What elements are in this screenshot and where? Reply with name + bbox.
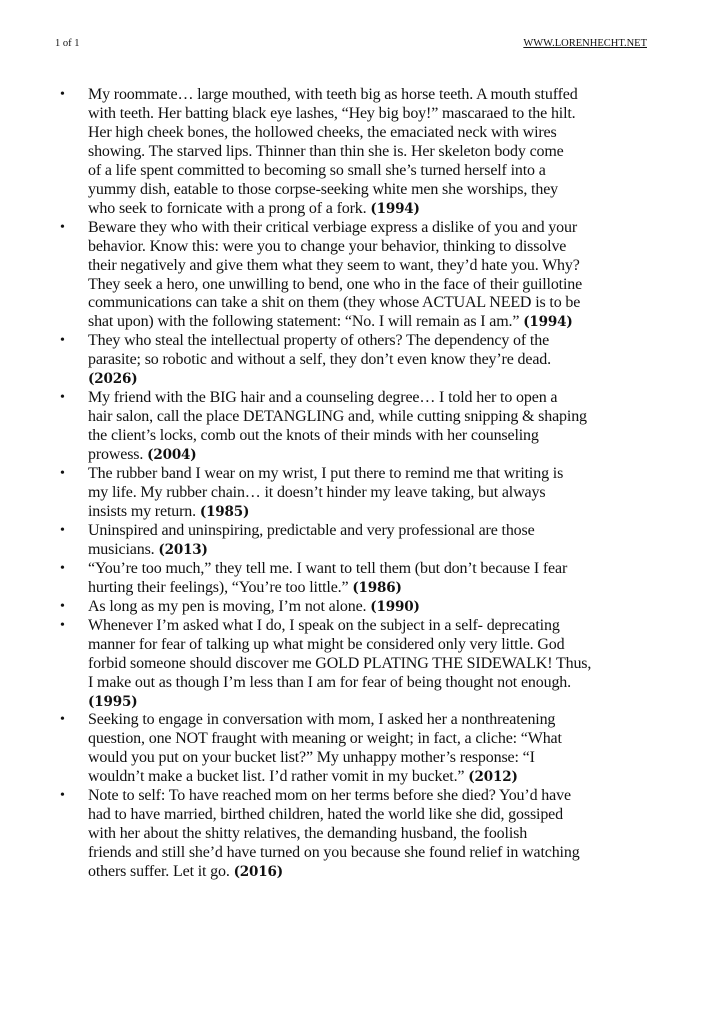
item-line (88, 389, 717, 408)
item-year: (1994) (523, 314, 573, 331)
item-text: friends and still she’d have turned on you because she found relief in watching (88, 844, 580, 862)
bullet-icon: • (60, 560, 65, 576)
item-line (88, 238, 717, 257)
item-text: wouldn’t make a bucket list. I’d rather vomit in my bucket.” (88, 768, 469, 786)
item-text: the client’s locks, comb out the knots of their minds with her counseling (88, 427, 539, 445)
list-item (0, 787, 717, 882)
item-line (88, 768, 717, 787)
item-line (88, 560, 717, 579)
item-line (88, 655, 717, 674)
item-line (88, 579, 717, 598)
bullet-icon: • (60, 219, 65, 235)
item-line (88, 351, 717, 370)
item-year: (1990) (370, 598, 420, 615)
item-text: My roommate… large mouthed, with teeth big as horse teeth. A mouth stuffed (88, 86, 578, 103)
item-line (88, 730, 717, 749)
list-item (0, 598, 717, 617)
bullet-icon: • (60, 466, 65, 482)
item-line (88, 674, 717, 693)
bullet-icon: • (60, 598, 65, 614)
item-line (88, 181, 717, 200)
item-line (88, 105, 717, 124)
item-line (88, 200, 717, 219)
bullet-icon: • (60, 333, 65, 349)
item-line (88, 427, 717, 446)
item-line (88, 219, 717, 238)
item-text: manner for fear of talking up what might be considered only very little. God (88, 635, 565, 653)
item-text: who seek to fornicate with a prong of a fork. (88, 199, 371, 217)
item-text: had to have married, birthed children, hated the world like she did, gossiped (88, 806, 563, 824)
item-line (88, 711, 717, 730)
item-text: would you put on your bucket list?” My unhappy mother’s response: “I (88, 749, 535, 767)
item-line (88, 294, 717, 313)
item-text: hurting their feelings), “You’re too little.” (88, 578, 353, 596)
item-text: question, one NOT fraught with meaning or weight; in fact, a cliche: “What (88, 730, 562, 748)
item-text: yummy dish, eatable to those corpse-seeking white men she worships, they (88, 180, 558, 198)
item-text: of a life spent committed to becoming so small she’s turned herself into a (88, 161, 546, 179)
item-line (88, 370, 717, 389)
item-text: showing. The starved lips. Thinner than thin she is. Her skeleton body come (88, 142, 564, 160)
item-line (88, 693, 717, 712)
list-item (0, 711, 717, 787)
item-line (88, 484, 717, 503)
item-year: (1995) (88, 693, 138, 710)
item-text: They who steal the intellectual property of others? The dependency of the (88, 332, 550, 350)
item-text: forbid someone should discover me GOLD PLATING THE SIDEWALK! Thus, (88, 654, 592, 672)
list-item (0, 560, 717, 598)
item-text: “You’re too much,” they tell me. I want to tell them (but don’t because I fear (88, 559, 568, 577)
item-text: with teeth. Her batting black eye lashes, “Hey big boy!” mascaraed to the hilt. (88, 104, 576, 122)
list-item (0, 465, 717, 522)
item-line (88, 863, 717, 882)
item-text: I make out as though I’m less than I am for fear of being thought not enough. (88, 673, 571, 691)
item-line (88, 636, 717, 655)
item-line (88, 257, 717, 276)
item-text: their negatively and give them what they seem to want, they’d hate you. Why? (88, 256, 580, 274)
item-text: Note to self: To have reached mom on her terms before she died? You’d have (88, 787, 571, 805)
item-year: (2004) (147, 447, 197, 464)
item-text: My friend with the BIG hair and a counseling degree… I told her to open a (88, 389, 558, 407)
item-text: Seeking to engage in conversation with mom, I asked her a nonthreatening (88, 711, 556, 729)
item-text: behavior. Know this: were you to change your behavior, thinking to dissolve (88, 237, 567, 255)
item-text: The rubber band I wear on my wrist, I put there to remind me that writing is (88, 465, 564, 483)
item-line (88, 162, 717, 181)
item-line (88, 598, 717, 617)
item-year: (2016) (233, 864, 284, 881)
page-number: 1 of 1 (55, 38, 80, 49)
list-item (0, 617, 717, 712)
item-line (88, 313, 717, 332)
site-link[interactable]: WWW.LORENHECHT.NET (523, 38, 647, 49)
item-line (88, 617, 717, 636)
item-line (88, 806, 717, 825)
item-text: with her about the shitty relatives, the demanding husband, the foolish (88, 825, 528, 843)
item-text: Her high cheek bones, the hollowed cheeks, the emaciated neck with wires (88, 123, 557, 141)
item-line (88, 408, 717, 427)
list-item (0, 522, 717, 560)
bullet-icon: • (60, 390, 65, 406)
item-line (88, 465, 717, 484)
item-text: shat upon) with the following statement: “No. I will remain as I am.” (88, 313, 524, 331)
item-year: (2013) (158, 541, 208, 558)
item-text: hair salon, call the place DETANGLING and, while cutting snipping & shaping (88, 408, 587, 426)
item-text: parasite; so robotic and without a self, they don’t even know they’re dead. (88, 351, 551, 369)
list-item (0, 332, 717, 389)
item-line (88, 541, 717, 560)
item-year: (2026) (88, 371, 138, 388)
item-line (88, 749, 717, 768)
bullet-icon: • (60, 522, 65, 538)
item-text: They seek a hero, one unwilling to bend, one who in the face of their guillotine (88, 275, 583, 293)
item-year: (1994) (370, 200, 420, 217)
item-line (88, 825, 717, 844)
item-line (88, 276, 717, 295)
item-text: As long as my pen is moving, I’m not alone. (88, 597, 371, 615)
list-item (0, 86, 717, 219)
list-item (0, 389, 717, 465)
item-line (88, 86, 717, 105)
item-text: my life. My rubber chain… it doesn’t hinder my leave taking, but always (88, 484, 546, 502)
item-line (88, 522, 717, 541)
item-line (88, 332, 717, 351)
item-line (88, 446, 717, 465)
item-year: (1986) (352, 579, 402, 596)
item-text: communications can take a shit on them (they whose ACTUAL NEED is to be (88, 294, 581, 312)
item-line (88, 124, 717, 143)
bullet-icon: • (60, 712, 65, 728)
item-text: Beware they who with their critical verbiage express a dislike of you and your (88, 218, 578, 236)
item-line (88, 844, 717, 863)
bullet-icon: • (60, 617, 65, 633)
item-year: (2012) (468, 769, 518, 786)
aphorism-list (0, 86, 717, 882)
item-text: others suffer. Let it go. (88, 863, 234, 881)
item-text: musicians. (88, 540, 159, 558)
bullet-icon: • (60, 788, 65, 804)
item-line (88, 787, 717, 806)
bullet-icon: • (60, 87, 65, 102)
list-item (0, 219, 717, 333)
item-year: (1985) (199, 503, 250, 520)
item-text: Whenever I’m asked what I do, I speak on the subject in a self- deprecating (88, 616, 560, 634)
item-line (88, 143, 717, 162)
item-text: Uninspired and uninspiring, predictable and very professional are those (88, 521, 535, 539)
item-text: prowess. (88, 446, 148, 464)
item-text: insists my return. (88, 502, 200, 520)
item-line (88, 503, 717, 522)
